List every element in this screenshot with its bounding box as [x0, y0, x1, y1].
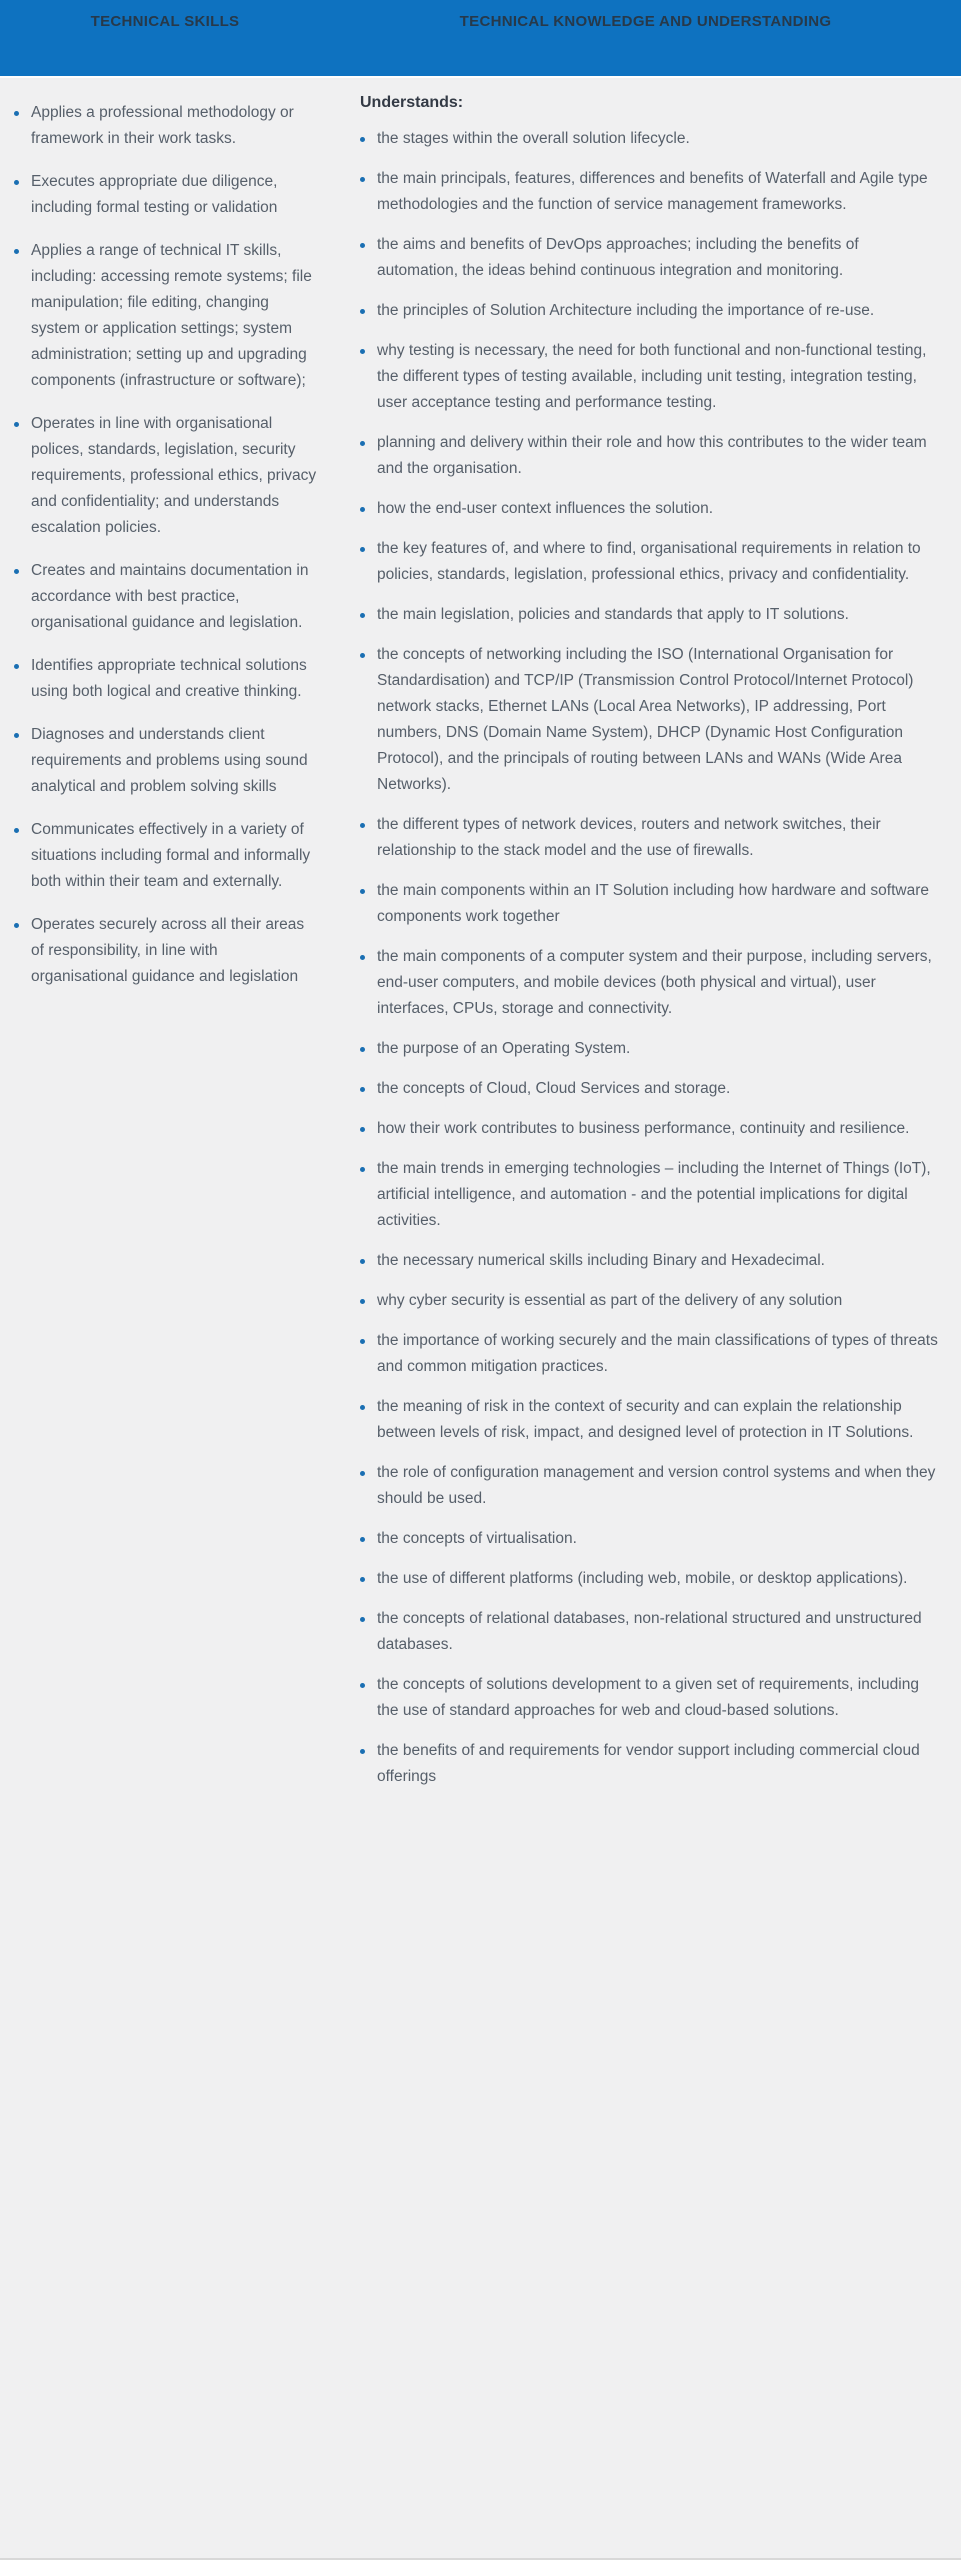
list-item	[360, 1156, 939, 1234]
bullet-icon	[14, 828, 19, 833]
list-item	[360, 602, 939, 628]
list-item	[360, 1116, 939, 1142]
list-item	[14, 169, 318, 221]
list-item-text: Creates and maintains documentation in accordance with best practice, organisational guidance and legislation.	[31, 562, 309, 631]
bullet-icon	[360, 1749, 365, 1754]
list-item-text: the purpose of an Operating System.	[377, 1040, 631, 1057]
list-item-text: how their work contributes to business performance, continuity and resilience.	[377, 1120, 910, 1137]
list-item-text: the main principals, features, differences and benefits of Waterfall and Agile type methodologies and the function of service management frameworks.	[377, 170, 928, 213]
bullet-icon	[14, 111, 19, 116]
bullet-icon	[360, 613, 365, 618]
list-item	[14, 100, 318, 152]
list-item-text: Applies a range of technical IT skills, including: accessing remote systems; file manipulation; file editing, changing system or application settings; system administration; setting up and upgrading components (infrastructure or software);	[31, 242, 312, 389]
bullet-icon	[360, 653, 365, 658]
bullet-icon	[14, 422, 19, 427]
technical-skills-column-header: TECHNICAL SKILLS	[90, 13, 240, 30]
bullet-icon	[360, 1471, 365, 1476]
list-item-text: the main legislation, policies and standards that apply to IT solutions.	[377, 606, 849, 623]
bullet-icon	[360, 1047, 365, 1052]
list-item	[14, 238, 318, 394]
bullet-icon	[360, 1259, 365, 1264]
list-item	[360, 496, 939, 522]
list-item	[360, 812, 939, 864]
table-header-row	[0, 0, 961, 78]
list-item-text: the benefits of and requirements for vendor support including commercial cloud offerings	[377, 1742, 920, 1785]
list-item-text: the aims and benefits of DevOps approaches; including the benefits of automation, the ideas behind continuous integration and monitoring.	[377, 236, 859, 279]
bullet-icon	[360, 1683, 365, 1688]
list-item	[360, 1606, 939, 1658]
bullet-icon	[360, 349, 365, 354]
bullet-icon	[360, 1617, 365, 1622]
bullet-icon	[360, 823, 365, 828]
bullet-icon	[360, 547, 365, 552]
list-item	[360, 1328, 939, 1380]
list-item-text: the principles of Solution Architecture including the importance of re-use.	[377, 302, 875, 319]
bullet-icon	[360, 1127, 365, 1132]
list-item	[14, 558, 318, 636]
list-item	[14, 722, 318, 800]
list-item-text: Applies a professional methodology or framework in their work tasks.	[31, 104, 294, 147]
list-item-text: the concepts of networking including the ISO (International Organisation for Standardisation) and TCP/IP (Transmission Control Protocol/Internet Protocol) network stacks, Ethernet LANs (Local Area Networks), IP addressing, Port numbers, DNS (Domain Name System), DHCP (Dynamic Host Configuration Protocol), and the principals of routing between LANs and WANs (Wide Area Networks).	[377, 646, 914, 793]
list-item-text: Operates securely across all their areas of responsibility, in line with organisational guidance and legislation	[31, 916, 305, 985]
list-item	[360, 536, 939, 588]
list-item-text: the different types of network devices, routers and network switches, their relationship to the stack model and the use of firewalls.	[377, 816, 881, 859]
list-item	[360, 166, 939, 218]
list-item-text: how the end-user context influences the solution.	[377, 500, 714, 517]
table-body-row	[0, 78, 961, 2560]
list-item-text: the main trends in emerging technologies – including the Internet of Things (IoT), artificial intelligence, and automation - and the potential implications for digital activities.	[377, 1160, 931, 1229]
bullet-icon	[360, 309, 365, 314]
list-item-text: the meaning of risk in the context of security and can explain the relationship between levels of risk, impact, and designed level of protection in IT Solutions.	[377, 1398, 914, 1441]
list-item	[14, 912, 318, 990]
bullet-icon	[14, 180, 19, 185]
list-item-text: why cyber security is essential as part of the delivery of any solution	[377, 1292, 843, 1309]
list-item	[360, 1566, 939, 1592]
list-item	[360, 1248, 939, 1274]
list-item	[360, 642, 939, 798]
list-item-text: the key features of, and where to find, organisational requirements in relation to policies, standards, legislation, professional ethics, privacy and confidentiality.	[377, 540, 921, 583]
list-item-text: the necessary numerical skills including Binary and Hexadecimal.	[377, 1252, 825, 1269]
list-item	[360, 1288, 939, 1314]
list-item	[14, 411, 318, 541]
understands-heading: Understands:	[360, 94, 464, 111]
bullet-icon	[360, 955, 365, 960]
list-item	[360, 1460, 939, 1512]
list-item-text: Executes appropriate due diligence, including formal testing or validation	[31, 173, 278, 216]
bullet-icon	[360, 177, 365, 182]
technical-skills-cell	[0, 78, 330, 2558]
list-item-text: Identifies appropriate technical solutions using both logical and creative thinking.	[31, 657, 307, 700]
bullet-icon	[14, 923, 19, 928]
list-item-text: the concepts of relational databases, non-relational structured and unstructured databases.	[377, 1610, 922, 1653]
list-item-text: the main components within an IT Solution including how hardware and software components work together	[377, 882, 930, 925]
bullet-icon	[360, 243, 365, 248]
bullet-icon	[360, 889, 365, 894]
technical-knowledge-column-header: TECHNICAL KNOWLEDGE AND UNDERSTANDING	[459, 13, 832, 30]
technical-knowledge-list	[360, 126, 939, 1790]
bullet-icon	[360, 1537, 365, 1542]
bullet-icon	[360, 1299, 365, 1304]
list-item-text: Diagnoses and understands client requirements and problems using sound analytical and problem solving skills	[31, 726, 308, 795]
list-item-text: the concepts of solutions development to a given set of requirements, including the use of standard approaches for web and cloud-based solutions.	[377, 1676, 919, 1719]
bullet-icon	[360, 507, 365, 512]
list-item-text: the main components of a computer system and their purpose, including servers, end-user computers, and mobile devices (both physical and virtual), user interfaces, CPUs, storage and connectivity.	[377, 948, 932, 1017]
list-item	[360, 1672, 939, 1724]
technical-knowledge-cell	[330, 78, 961, 2558]
bullet-icon	[14, 733, 19, 738]
bullet-icon	[360, 1405, 365, 1410]
list-item-text: the role of configuration management and version control systems and when they should be used.	[377, 1464, 936, 1507]
bullet-icon	[360, 1577, 365, 1582]
list-item	[14, 817, 318, 895]
list-item	[360, 430, 939, 482]
list-item	[14, 653, 318, 705]
list-item-text: the concepts of virtualisation.	[377, 1530, 577, 1547]
bullet-icon	[360, 1167, 365, 1172]
bullet-icon	[360, 441, 365, 446]
list-item	[360, 298, 939, 324]
list-item-text: Communicates effectively in a variety of situations including formal and informally both within their team and externally.	[31, 821, 311, 890]
list-item-text: planning and delivery within their role and how this contributes to the wider team and the organisation.	[377, 434, 927, 477]
list-item	[360, 1394, 939, 1446]
list-item-text: why testing is necessary, the need for both functional and non-functional testing, the different types of testing available, including unit testing, integration testing, user acceptance testing and performance testing.	[377, 342, 927, 411]
bullet-icon	[360, 1087, 365, 1092]
list-item-text: the stages within the overall solution lifecycle.	[377, 130, 690, 147]
list-item	[360, 944, 939, 1022]
list-item	[360, 1738, 939, 1790]
list-item-text: the importance of working securely and the main classifications of types of threats and common mitigation practices.	[377, 1332, 938, 1375]
list-item	[360, 126, 939, 152]
list-item-text: the concepts of Cloud, Cloud Services and storage.	[377, 1080, 731, 1097]
list-item	[360, 878, 939, 930]
bullet-icon	[14, 569, 19, 574]
list-item-text: Operates in line with organisational polices, standards, legislation, security requirements, professional ethics, privacy and confidentiality; and understands escalation policies.	[31, 415, 317, 536]
list-item	[360, 1036, 939, 1062]
bullet-icon	[14, 664, 19, 669]
list-item	[360, 338, 939, 416]
list-item	[360, 1076, 939, 1102]
list-item	[360, 1526, 939, 1552]
technical-skills-list	[14, 100, 318, 990]
bullet-icon	[360, 137, 365, 142]
list-item	[360, 232, 939, 284]
bullet-icon	[360, 1339, 365, 1344]
list-item-text: the use of different platforms (including web, mobile, or desktop applications).	[377, 1570, 908, 1587]
bullet-icon	[14, 249, 19, 254]
